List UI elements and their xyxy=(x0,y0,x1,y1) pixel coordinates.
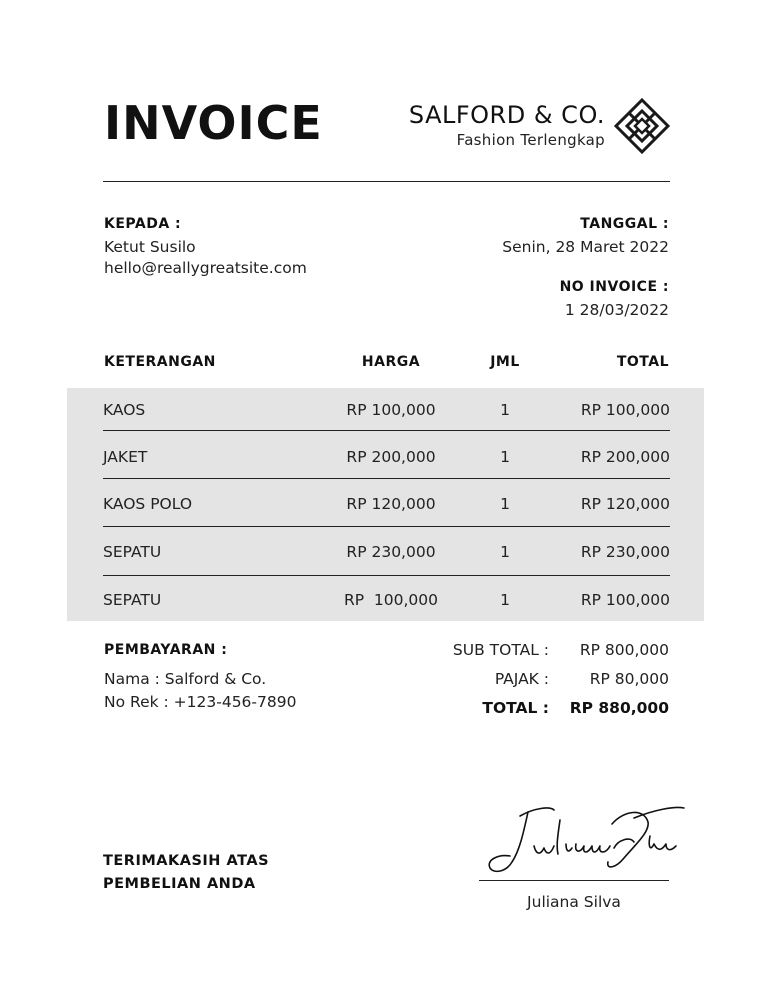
item-description: SEPATU xyxy=(103,591,162,609)
recipient-name: Ketut Susilo xyxy=(104,238,196,256)
total-row xyxy=(429,699,669,721)
recipient-label: KEPADA : xyxy=(104,216,182,232)
item-description: KAOS POLO xyxy=(103,495,193,513)
company-name: SALFORD & CO. xyxy=(408,101,605,129)
recipient-email: hello@reallygreatsite.com xyxy=(104,259,307,277)
thank-you-line-2: PEMBELIAN ANDA xyxy=(103,876,256,892)
item-total: RP 200,000 xyxy=(580,448,670,466)
invoice-number-value: 1 28/03/2022 xyxy=(564,301,669,319)
total-label: TOTAL : xyxy=(482,699,549,717)
item-qty: 1 xyxy=(500,401,510,419)
item-qty: 1 xyxy=(500,495,510,513)
table-row xyxy=(103,577,670,624)
table-row xyxy=(103,434,670,481)
table-row xyxy=(103,387,670,434)
item-price: RP 230,000 xyxy=(346,543,436,561)
company-block xyxy=(409,101,605,149)
item-price: RP 200,000 xyxy=(346,448,436,466)
row-divider xyxy=(103,575,670,576)
signature-line xyxy=(479,880,669,881)
row-divider xyxy=(103,430,670,431)
company-tagline: Fashion Terlengkap xyxy=(456,131,605,149)
item-total: RP 100,000 xyxy=(580,401,670,419)
payment-name: Nama : Salford & Co. xyxy=(104,670,267,688)
diamond-knot-icon xyxy=(613,97,671,155)
item-description: SEPATU xyxy=(103,543,162,561)
column-header-qty: JML xyxy=(490,354,520,370)
table-row xyxy=(103,481,670,528)
item-price: RP 100,000 xyxy=(343,591,439,609)
thank-you-message xyxy=(103,850,269,896)
item-total: RP 230,000 xyxy=(580,543,670,561)
item-qty: 1 xyxy=(500,448,510,466)
subtotal-row xyxy=(429,641,669,663)
column-header-total: TOTAL xyxy=(616,354,669,370)
subtotal-value: RP 800,000 xyxy=(579,641,669,659)
date-label: TANGGAL : xyxy=(580,216,669,232)
item-total: RP 100,000 xyxy=(580,591,670,609)
item-description: KAOS xyxy=(103,401,146,419)
row-divider xyxy=(103,526,670,527)
item-price: RP 100,000 xyxy=(346,401,436,419)
tax-label: PAJAK : xyxy=(494,670,549,688)
invoice-title: INVOICE xyxy=(104,96,323,150)
tax-row xyxy=(429,670,669,692)
date-value: Senin, 28 Maret 2022 xyxy=(502,238,669,256)
payment-label: PEMBAYARAN : xyxy=(104,642,228,658)
payment-account: No Rek : +123-456-7890 xyxy=(104,693,297,711)
header-divider xyxy=(103,181,670,182)
signature-graphic xyxy=(484,800,689,880)
tax-value: RP 80,000 xyxy=(589,670,669,688)
invoice-number-label: NO INVOICE : xyxy=(559,279,669,295)
column-header-price: HARGA xyxy=(361,354,421,370)
item-qty: 1 xyxy=(500,591,510,609)
item-price: RP 120,000 xyxy=(346,495,436,513)
item-description: JAKET xyxy=(103,448,148,466)
table-row xyxy=(103,529,670,576)
row-divider xyxy=(103,478,670,479)
thank-you-line-1: TERIMAKASIH ATAS xyxy=(103,853,270,869)
total-value: RP 880,000 xyxy=(569,699,669,717)
item-total: RP 120,000 xyxy=(580,495,670,513)
signatory-name: Juliana Silva xyxy=(527,893,621,911)
subtotal-label: SUB TOTAL : xyxy=(452,641,549,659)
column-header-description: KETERANGAN xyxy=(104,354,216,370)
item-qty: 1 xyxy=(500,543,510,561)
